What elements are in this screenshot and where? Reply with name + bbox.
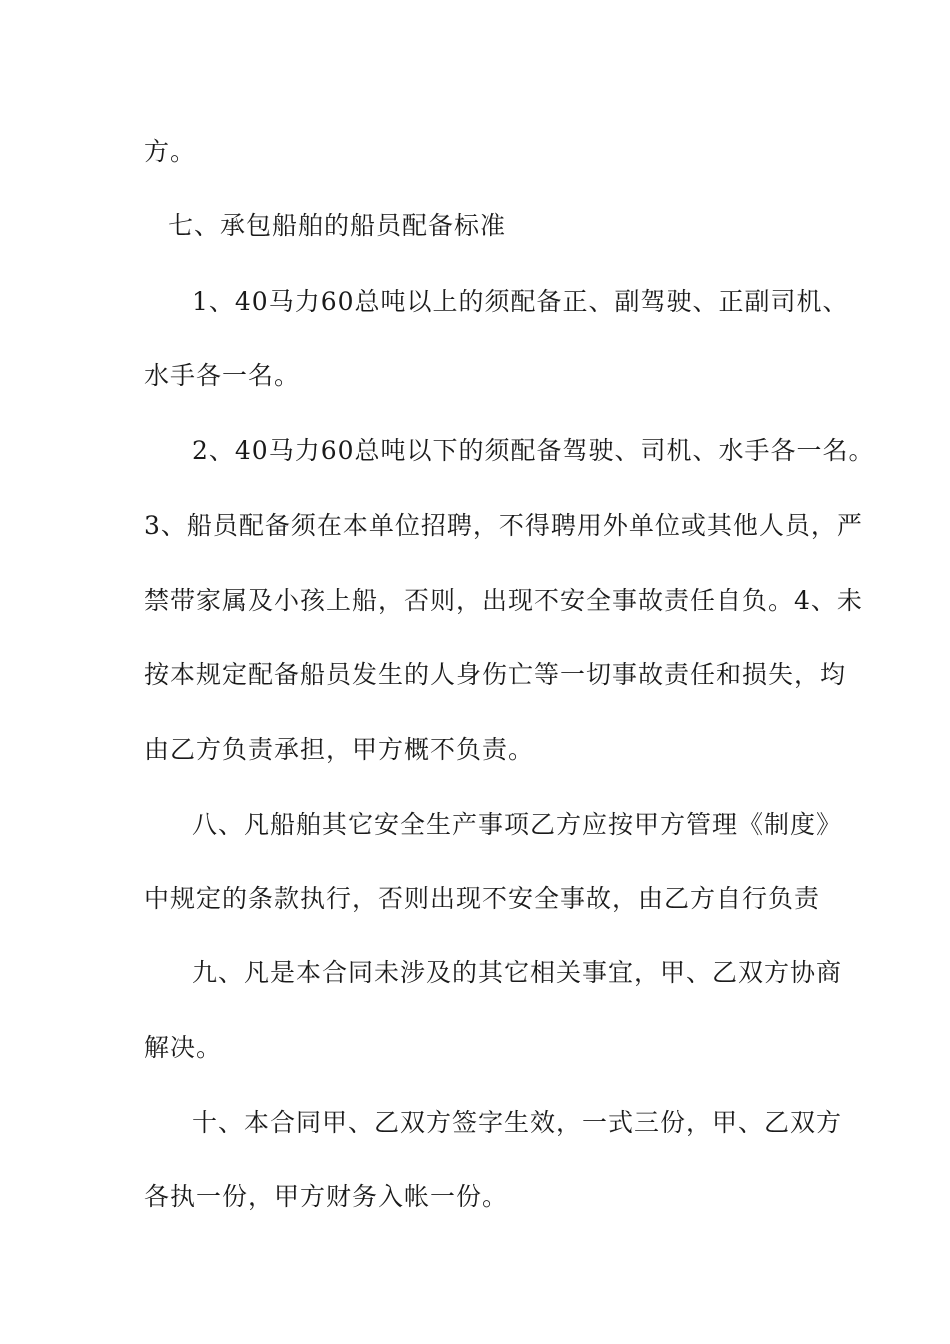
text-line: 方。 [144, 137, 197, 166]
text-line: 禁带家属及小孩上船，否则，出现不安全事故责任自负。4、未 [144, 586, 863, 615]
text-line: 由乙方负责承担，甲方概不负责。 [144, 735, 535, 764]
text-line: 按本规定配备船员发生的人身伤亡等一切事故责任和损失，均 [144, 660, 847, 689]
text-line: 1、40马力60总吨以上的须配备正、副驾驶、正副司机、 [192, 287, 849, 316]
text-line: 水手各一名。 [144, 361, 301, 390]
text-line: 各执一份，甲方财务入帐一份。 [144, 1182, 509, 1211]
text-line: 十、本合同甲、乙双方签字生效，一式三份，甲、乙双方 [192, 1108, 843, 1137]
text-line: 2、40马力60总吨以下的须配备驾驶、司机、水手各一名。 [192, 436, 875, 465]
text-line: 九、凡是本合同未涉及的其它相关事宜，甲、乙双方协商 [192, 958, 843, 987]
text-line: 3、船员配备须在本单位招聘，不得聘用外单位或其他人员，严 [144, 511, 863, 540]
text-line: 解决。 [144, 1033, 223, 1062]
section-heading: 七、承包船舶的船员配备标准 [168, 211, 507, 240]
text-line: 八、凡船舶其它安全生产事项乙方应按甲方管理《制度》 [192, 810, 843, 839]
text-line: 中规定的条款执行，否则出现不安全事故，由乙方自行负责 [144, 884, 821, 913]
